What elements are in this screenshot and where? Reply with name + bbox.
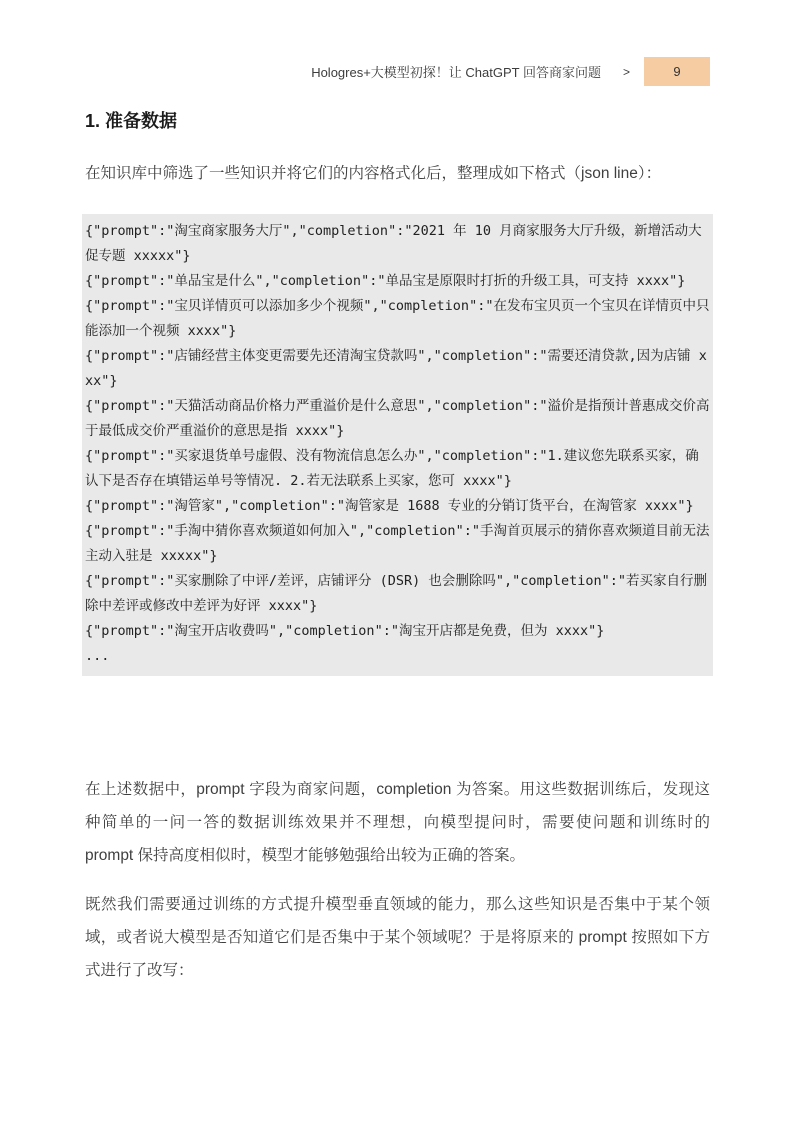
code-line: {"prompt":"宝贝详情页可以添加多少个视频","completion":"在发布宝贝页一个宝贝在详情页中只能添加一个视频 xxxx"} <box>85 298 710 339</box>
json-line-code-block <box>82 214 713 676</box>
code-line: {"prompt":"天猫活动商品价格力严重溢价是什么意思","completion":"溢价是指预计普惠成交价高于最低成交价严重溢价的意思是指 xxxx"} <box>85 398 710 439</box>
page-number-badge: 9 <box>644 57 710 86</box>
code-line: {"prompt":"单品宝是什么","completion":"单品宝是原限时打折的升级工具，可支持 xxxx"} <box>85 273 686 289</box>
body-paragraph-1: 在上述数据中，prompt 字段为商家问题，completion 为答案。用这些数据训练后，发现这种简单的一问一答的数据训练效果并不理想，向模型提问时，需要使问题和训练时的 prompt 保持高度相似时，模型才能够勉强给出较为正确的答案。 <box>85 781 710 864</box>
code-line: {"prompt":"淘宝开店收费吗","completion":"淘宝开店都是免费，但为 xxxx"} <box>85 623 605 639</box>
code-line-ellipsis: ... <box>85 648 110 664</box>
header-arrow-separator: > <box>622 64 630 79</box>
page-header <box>311 57 710 86</box>
code-line: {"prompt":"淘管家","completion":"淘管家是 1688 专业的分销订货平台，在淘管家 xxxx"} <box>85 498 694 514</box>
body-paragraph-2: 既然我们需要通过训练的方式提升模型垂直领域的能力，那么这些知识是否集中于某个领域，或者说大模型是否知道它们是否集中于某个领域呢？于是将原来的 prompt 按照如下方式进行了改写： <box>85 896 710 979</box>
code-line: {"prompt":"店铺经营主体变更需要先还清淘宝贷款吗","completion":"需要还清贷款,因为店铺 xxx"} <box>85 348 707 389</box>
code-line: {"prompt":"淘宝商家服务大厅","completion":"2021 年 10 月商家服务大厅升级，新增活动大促专题 xxxxx"} <box>85 223 702 264</box>
code-line: {"prompt":"买家删除了中评/差评，店铺评分 (DSR) 也会删除吗","completion":"若买家自行删除中差评或修改中差评为好评 xxxx"} <box>85 573 707 614</box>
intro-paragraph: 在知识库中筛选了一些知识并将它们的内容格式化后，整理成如下格式（json line）： <box>85 165 662 182</box>
code-line: {"prompt":"手淘中猜你喜欢频道如何加入","completion":"手淘首页展示的猜你喜欢频道目前无法主动入驻是 xxxxx"} <box>85 523 710 564</box>
header-title: Hologres+大模型初探！让 ChatGPT 回答商家问题 <box>311 65 601 80</box>
section-heading: 1. 准备数据 <box>85 111 178 131</box>
code-line: {"prompt":"买家退货单号虚假、没有物流信息怎么办","completion":"1.建议您先联系买家，确认下是否存在填错运单号等情况. 2.若无法联系上买家，您可 xxxx"} <box>85 448 699 489</box>
